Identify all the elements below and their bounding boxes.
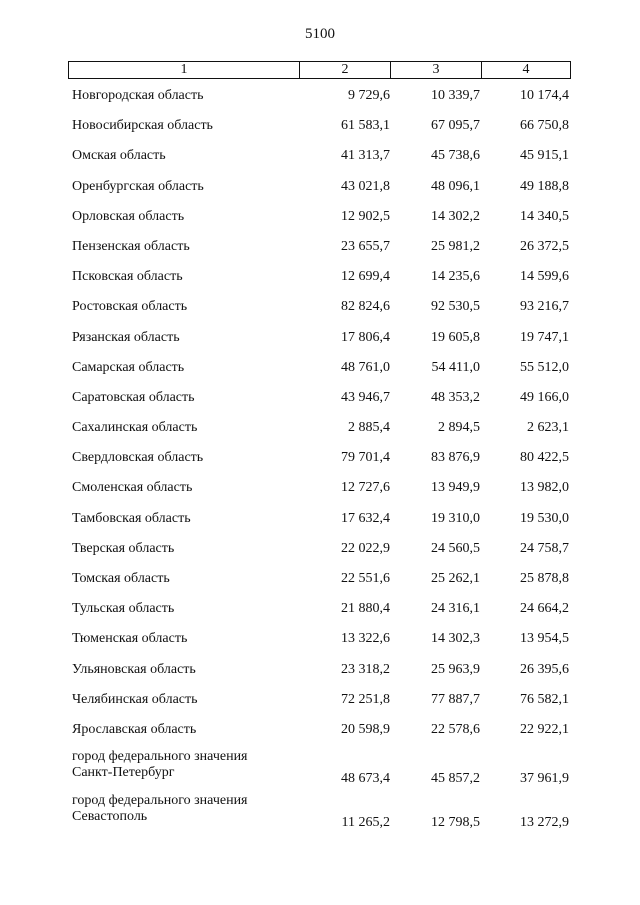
col2-value: 2 885,4 [348, 420, 390, 436]
col4-value: 26 395,6 [520, 661, 569, 677]
table-row [0, 206, 640, 236]
city-status: город федерального значения [72, 793, 248, 809]
col2-value: 41 313,7 [341, 148, 390, 164]
col2-value: 22 022,9 [341, 540, 390, 556]
table-row [0, 719, 640, 749]
col3-value: 14 302,3 [431, 631, 480, 647]
col3-value: 92 530,5 [431, 299, 480, 315]
col2-value: 17 806,4 [341, 329, 390, 345]
table-row [0, 477, 640, 507]
col2-value: 11 265,2 [341, 815, 390, 831]
col3-value: 24 560,5 [431, 540, 480, 556]
table-row [0, 659, 640, 689]
region-name: Ростовская область [72, 299, 188, 315]
col3-value: 25 963,9 [431, 661, 480, 677]
col2-value: 17 632,4 [341, 510, 390, 526]
table-body [0, 85, 640, 837]
col3-value: 48 096,1 [431, 178, 480, 194]
col2-value: 61 583,1 [341, 118, 390, 134]
col2-value: 48 673,4 [341, 771, 390, 787]
col4-value: 55 512,0 [520, 359, 569, 375]
col4-value: 14 340,5 [520, 208, 569, 224]
table-row [0, 447, 640, 477]
col4-value: 76 582,1 [520, 691, 569, 707]
table-header [68, 61, 571, 79]
col4-value: 10 174,4 [520, 88, 569, 103]
table-row [0, 236, 640, 266]
table-row [0, 793, 640, 837]
region-name: Псковская область [72, 269, 183, 285]
table-row [0, 508, 640, 538]
col3-value: 13 949,9 [431, 480, 480, 496]
col4-value: 49 166,0 [520, 389, 569, 405]
header-col-2: 2 [300, 62, 391, 78]
table-row [0, 538, 640, 568]
col4-value: 14 599,6 [520, 269, 569, 285]
col4-value: 80 422,5 [520, 450, 569, 466]
table-row [0, 85, 640, 115]
col3-value: 54 411,0 [431, 359, 480, 375]
col3-value: 25 981,2 [431, 238, 480, 254]
col3-value: 19 605,8 [431, 329, 480, 345]
col4-value: 13 272,9 [520, 815, 569, 831]
table-row [0, 568, 640, 598]
col2-value: 12 699,4 [341, 269, 390, 285]
table-row [0, 357, 640, 387]
table-row [0, 749, 640, 793]
col4-value: 22 922,1 [520, 721, 569, 737]
table-row [0, 115, 640, 145]
col2-value: 12 902,5 [341, 208, 390, 224]
col3-value: 25 262,1 [431, 571, 480, 586]
col4-value: 13 982,0 [520, 480, 569, 496]
col2-value: 9 729,6 [348, 88, 390, 103]
region-name: Саратовская область [72, 389, 195, 405]
col2-value: 21 880,4 [341, 601, 390, 617]
region-name: Орловская область [72, 208, 185, 224]
col3-value: 77 887,7 [431, 691, 480, 707]
col3-value: 14 302,2 [431, 208, 480, 224]
table-row [0, 327, 640, 357]
col2-value: 43 946,7 [341, 389, 390, 405]
table-row [0, 417, 640, 447]
col2-value: 72 251,8 [341, 691, 390, 707]
city-name: Санкт-Петербург [72, 765, 175, 781]
table-row [0, 145, 640, 175]
region-name: Ульяновская область [72, 661, 196, 677]
col3-value: 48 353,2 [431, 389, 480, 405]
region-name: Тверская область [72, 540, 175, 556]
col3-value: 10 339,7 [431, 88, 480, 103]
table-row [0, 628, 640, 658]
col4-value: 66 750,8 [520, 118, 569, 134]
col4-value: 49 188,8 [520, 178, 569, 194]
col3-value: 67 095,7 [431, 118, 480, 134]
col2-value: 48 761,0 [341, 359, 390, 375]
col2-value: 22 551,6 [341, 571, 390, 586]
col4-value: 26 372,5 [520, 238, 569, 254]
col2-value: 12 727,6 [341, 480, 390, 496]
region-name: Новгородская область [72, 88, 204, 103]
region-name: Сахалинская область [72, 420, 198, 436]
col4-value: 37 961,9 [520, 771, 569, 787]
region-name: Оренбургская область [72, 178, 204, 194]
col2-value: 82 824,6 [341, 299, 390, 315]
col4-value: 24 664,2 [520, 601, 569, 617]
region-name: Тюменская область [72, 631, 188, 647]
col2-value: 79 701,4 [341, 450, 390, 466]
header-col-4: 4 [522, 62, 530, 77]
col2-value: 23 318,2 [341, 661, 390, 677]
table-row [0, 689, 640, 719]
page-number: 5100 [305, 26, 335, 42]
region-name: Пензенская область [72, 238, 190, 254]
col2-value: 23 655,7 [341, 238, 390, 254]
region-name: Челябинская область [72, 691, 198, 707]
city-name: Севастополь [72, 809, 148, 825]
city-status: город федерального значения [72, 749, 248, 765]
col2-value: 43 021,8 [341, 178, 390, 194]
col4-value: 45 915,1 [520, 148, 569, 164]
region-name: Тульская область [72, 601, 175, 617]
region-name: Ярославская область [72, 721, 197, 737]
col4-value: 13 954,5 [520, 631, 569, 647]
col3-value: 24 316,1 [431, 601, 480, 617]
col3-value: 22 578,6 [431, 721, 480, 737]
table-row [0, 598, 640, 628]
col4-value: 25 878,8 [520, 571, 569, 586]
col3-value: 45 857,2 [431, 771, 480, 787]
col4-value: 2 623,1 [527, 420, 569, 436]
col3-value: 83 876,9 [431, 450, 480, 466]
col3-value: 2 894,5 [438, 420, 480, 436]
col3-value: 19 310,0 [431, 510, 480, 526]
col3-value: 14 235,6 [431, 269, 480, 285]
table-row [0, 266, 640, 296]
col4-value: 19 530,0 [520, 510, 569, 526]
col4-value: 93 216,7 [520, 299, 569, 315]
col4-value: 19 747,1 [520, 329, 569, 345]
region-name: Новосибирская область [72, 118, 213, 134]
col3-value: 45 738,6 [431, 148, 480, 164]
col3-value: 12 798,5 [431, 815, 480, 831]
col2-value: 20 598,9 [341, 721, 390, 737]
table-row [0, 296, 640, 326]
col2-value: 13 322,6 [341, 631, 390, 647]
header-col-3: 3 [391, 62, 482, 78]
region-name: Тамбовская область [72, 510, 191, 526]
region-name: Самарская область [72, 359, 185, 375]
region-name: Рязанская область [72, 329, 180, 345]
region-name: Смоленская область [72, 480, 193, 496]
region-name: Омская область [72, 148, 166, 164]
region-name: Томская область [72, 571, 170, 586]
table-row [0, 387, 640, 417]
header-col-1: 1 [69, 62, 300, 78]
col4-value: 24 758,7 [520, 540, 569, 556]
table-row [0, 176, 640, 206]
region-name: Свердловская область [72, 450, 204, 466]
